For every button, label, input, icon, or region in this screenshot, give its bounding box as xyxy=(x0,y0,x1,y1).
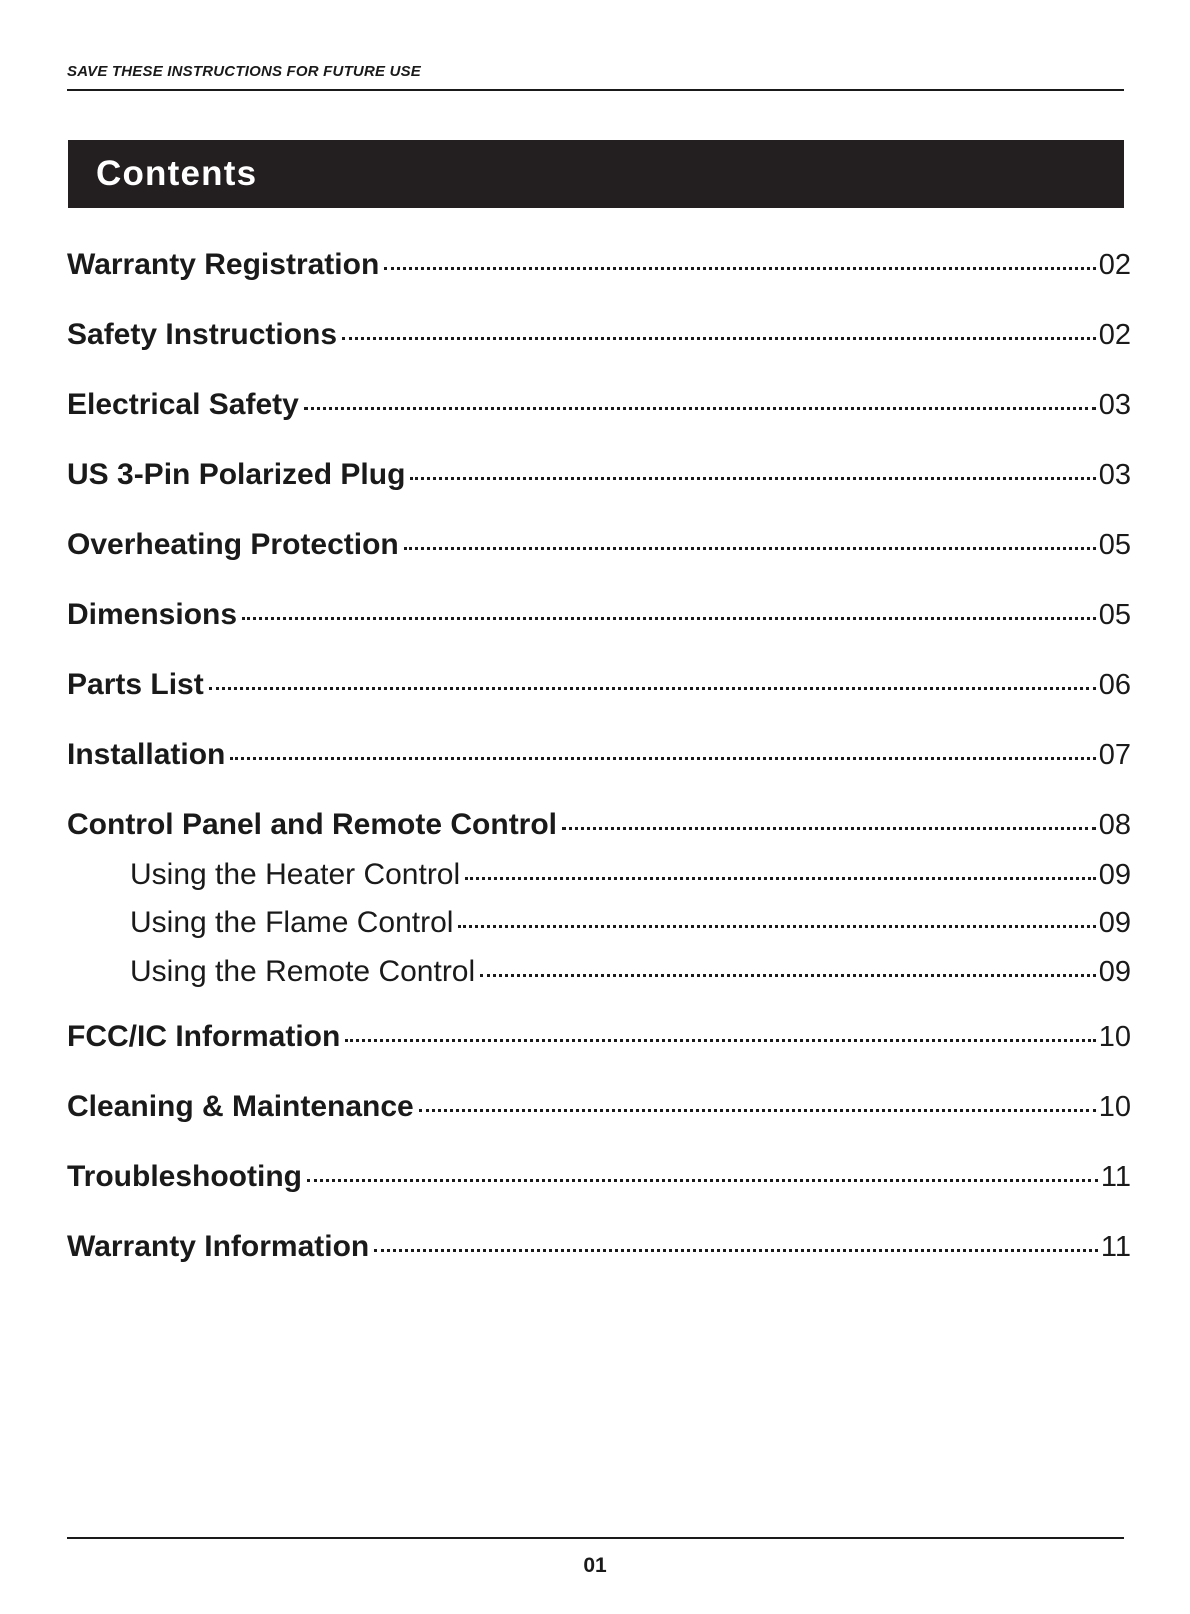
toc-entry-page: 02 xyxy=(1098,249,1131,281)
dot-leader xyxy=(404,547,1096,550)
toc-entry xyxy=(67,808,1131,842)
toc-entry-title: Control Panel and Remote Control xyxy=(67,808,558,841)
toc-entry-page: 09 xyxy=(1098,956,1131,988)
toc-entry-title: Overheating Protection xyxy=(67,528,399,561)
toc-entry-title: Cleaning & Maintenance xyxy=(67,1090,414,1123)
toc-entry-page: 08 xyxy=(1098,809,1131,841)
toc-entry xyxy=(67,458,1131,492)
dot-leader xyxy=(345,1039,1095,1042)
toc-entry-page: 10 xyxy=(1098,1091,1131,1123)
toc-entry-title: Using the Flame Control xyxy=(130,906,454,939)
toc-entry-title: FCC/IC Information xyxy=(67,1020,341,1053)
toc-entry-page: 09 xyxy=(1098,907,1131,939)
toc-subentry xyxy=(67,955,1131,989)
header-note: SAVE THESE INSTRUCTIONS FOR FUTURE USE xyxy=(67,63,422,80)
dot-leader xyxy=(242,617,1096,620)
contents-banner xyxy=(68,140,1124,208)
dot-leader xyxy=(342,337,1096,340)
dot-leader xyxy=(562,827,1096,830)
dot-leader xyxy=(410,477,1095,480)
toc-entry xyxy=(67,388,1131,422)
dot-leader xyxy=(458,925,1095,928)
toc-entry-page: 03 xyxy=(1098,389,1131,421)
toc-entry-page: 11 xyxy=(1100,1231,1131,1263)
dot-leader xyxy=(230,757,1095,760)
toc-entry-title: Warranty Registration xyxy=(67,248,380,281)
toc-subentry xyxy=(67,858,1131,892)
toc-entry-title: Using the Remote Control xyxy=(130,955,476,988)
toc-entry xyxy=(67,598,1131,632)
header-rule xyxy=(67,89,1124,91)
toc-entry-title: Safety Instructions xyxy=(67,318,338,351)
toc-entry xyxy=(67,248,1131,282)
dot-leader xyxy=(209,687,1096,690)
toc-entry-title: Troubleshooting xyxy=(67,1160,302,1193)
dot-leader xyxy=(304,407,1096,410)
toc-entry xyxy=(67,1160,1131,1194)
toc-entry-page: 07 xyxy=(1098,739,1131,771)
toc-entry-title: Warranty Information xyxy=(67,1230,370,1263)
toc-entry-page: 06 xyxy=(1098,669,1131,701)
toc-entry-title: Parts List xyxy=(67,668,204,701)
footer-rule xyxy=(67,1537,1124,1539)
toc-entry xyxy=(67,528,1131,562)
toc-entry-title: US 3-Pin Polarized Plug xyxy=(67,458,406,491)
toc-entry xyxy=(67,738,1131,772)
toc-entry-page: 03 xyxy=(1098,459,1131,491)
toc-entry-page: 02 xyxy=(1098,319,1131,351)
toc-entry-page: 05 xyxy=(1098,529,1131,561)
dot-leader xyxy=(465,877,1096,880)
dot-leader xyxy=(374,1249,1098,1252)
toc-entry xyxy=(67,1230,1131,1264)
toc-entry-title: Electrical Safety xyxy=(67,388,299,421)
dot-leader xyxy=(384,267,1095,270)
toc-entry-page: 10 xyxy=(1098,1021,1131,1053)
toc-subentry xyxy=(67,906,1131,940)
contents-title: Contents xyxy=(96,154,258,193)
toc-entry xyxy=(67,668,1131,702)
toc-entry-title: Dimensions xyxy=(67,598,238,631)
toc-entry-title: Using the Heater Control xyxy=(130,858,461,891)
dot-leader xyxy=(307,1179,1098,1182)
toc-entry-title: Installation xyxy=(67,738,226,771)
dot-leader xyxy=(480,974,1096,977)
toc-entry xyxy=(67,1020,1131,1054)
dot-leader xyxy=(419,1109,1096,1112)
page-number: 01 xyxy=(583,1554,607,1577)
toc-entry-page: 05 xyxy=(1098,599,1131,631)
toc-entry xyxy=(67,1090,1131,1124)
toc-entry xyxy=(67,318,1131,352)
toc-entry-page: 09 xyxy=(1098,859,1131,891)
toc-entry-page: 11 xyxy=(1100,1161,1131,1193)
